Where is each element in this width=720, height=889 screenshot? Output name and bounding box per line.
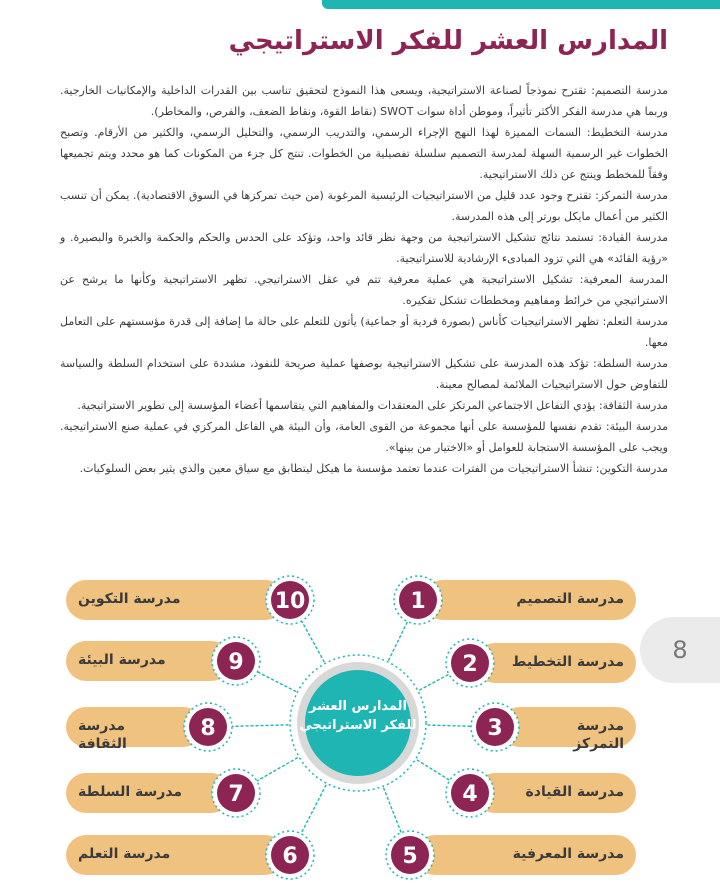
number-badge-text: 4 (462, 782, 478, 807)
paragraph-planning-school: مدرسة التخطيط: السمات المميزة لهذا النهج الإجراء الرسمي، والتدريب الرسمي، والتحليل الرسمي، والكثير من الأرقام. وتصبح الخطوات غير الرسمية السهلة لمدرسة التصميم سلسلة تفصيلية من الخطوات. تنتج كل جزء من المكونات كما هو محدد ويتم تجميعها وفقاً للمخطط وينتج عن ذلك الاستراتيجية. (60, 126, 668, 181)
paragraph-design-school: مدرسة التصميم: تقترح نموذجاً لصناعة الاستراتيجية، ويسعى هذا النموذج لتحقيق تناسب بين القدرات الداخلية والإمكانيات الخارجية. وربما هي مدرسة الفكر الأكثر تأثيراً، وموطن أداة سوات SWOT (نقاط القوة، ونقاط الضعف، والفرص، والمخاطر). (60, 84, 668, 118)
number-badge-text: 9 (228, 650, 244, 675)
paragraph-configuration-school: مدرسة التكوين: تنشأ الاستراتيجيات من الفترات عندما تعتمد مؤسسة ما هيكل ليتطابق مع سياق معين والذي يثير بعض السلوكيات. (79, 462, 668, 475)
paragraph-learning-school: مدرسة التعلم: تظهر الاستراتيجيات كأناس (بصورة فردية أو جماعية) يأتون للتعلم على حالة ما إضافة إلى قدرة مؤسستهم على التعامل معها. (60, 315, 668, 349)
number-badge-text: 8 (200, 716, 216, 741)
paragraph-leadership-school: مدرسة القيادة: تستمد نتائج تشكيل الاستراتيجية من وجهة نظر قائد واحد، وتؤكد على الحدس والحكم والحكمة والخبرة والبصيرة. و «رؤية القائد» هي التي تزود المبادىء الإرشادية للاستراتيجية. (60, 231, 668, 265)
paragraph-power-school: مدرسة السلطة: تؤكد هذه المدرسة على تشكيل الاستراتيجية بوصفها عملية صريحة للنفوذ، مشددة على استخدام السلطة والسياسة للتفاوض حول الاستراتيجيات الملائمة لمصالح معينة. (60, 357, 668, 391)
school-label: مدرسة المعرفية (512, 846, 624, 862)
school-label: مدرسة التعلم (78, 846, 171, 862)
page-number: 8 (672, 636, 688, 664)
school-label: مدرسة التخطيط (511, 654, 624, 670)
number-badge-text: 1 (410, 589, 426, 614)
number-badge-text: 7 (228, 782, 244, 807)
number-badge-text: 5 (402, 844, 418, 869)
number-badge-text: 3 (487, 716, 503, 741)
number-badge-text: 6 (282, 844, 298, 869)
school-label: مدرسة السلطة (78, 784, 183, 800)
school-label: مدرسة التمركز (573, 718, 624, 752)
paragraph-culture-school: مدرسة الثقافة: يؤدي التفاعل الاجتماعي المرتكز على المعتقدات والمفاهيم التي يتقاسمها أعضاء المؤسسة إلى تطوير الاستراتيجية. (77, 399, 668, 412)
top-accent-bar (322, 0, 720, 9)
school-label: مدرسة التكوين (78, 591, 181, 607)
school-label: مدرسة الثقافة (78, 718, 127, 752)
paragraph-cognitive-school: المدرسة المعرفية: تشكيل الاستراتيجية هي عملية معرفية تتم في عقل الاستراتيجي. تظهر الاستراتيجية وكأنها ما يرشح عن الاستراتيجي من خرائط ومفاهيم ومخططات تشكل تفكيره. (60, 273, 668, 307)
body-text (60, 80, 668, 479)
school-label: مدرسة التصميم (516, 591, 624, 607)
paragraph-positioning-school: مدرسة التمركز: تقترح وجود عدد قليل من الاستراتيجيات الرئيسية المرغوبة (من حيث تمركزها في السوق الاقتصادية). يمكن أن تنسب الكثير من أعمال مايكل بورتر إلى هذه المدرسة. (60, 189, 668, 223)
school-label: مدرسة القيادة (525, 784, 624, 800)
school-label: مدرسة البيئة (78, 652, 166, 668)
paragraph-environment-school: مدرسة البيئة: تقدم نفسها للمؤسسة على أنها مجموعة من القوى العامة، وأن البيئة هي الفاعل المركزي في عملية صنع الاستراتيجية. ويجب على المؤسسة الاستجابة للعوامل أو «الاختيار من بينها». (60, 420, 668, 454)
diagram-center-label: المدارس العشر للفكر الاستراتيجي (299, 699, 417, 733)
page-title: المدارس العشر للفكر الاستراتيجي (228, 26, 668, 56)
number-badge-text: 2 (462, 652, 478, 677)
number-badge-text: 10 (274, 589, 306, 614)
